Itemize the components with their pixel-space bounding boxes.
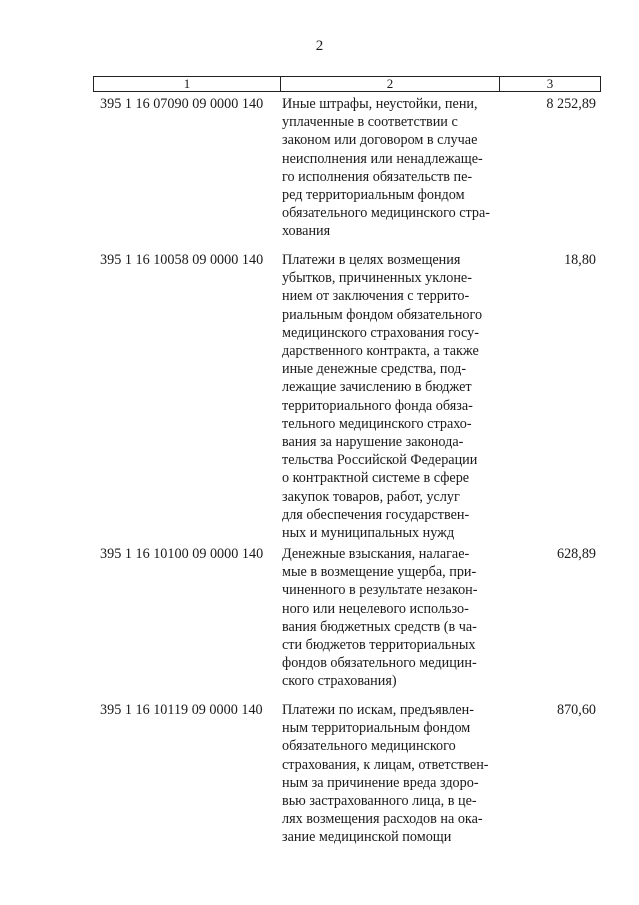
description-line: Платежи в целях возмещения bbox=[282, 252, 461, 268]
column-header-1: 1 bbox=[94, 77, 281, 91]
description-line: ского страхования) bbox=[282, 673, 397, 690]
description-line: сти бюджетов территориальных bbox=[282, 637, 476, 654]
description-line: риальным фондом обязательного bbox=[282, 306, 483, 323]
description-line: уплаченные в соответствии с bbox=[282, 114, 458, 131]
income-description bbox=[282, 95, 510, 241]
description-line: нием от заключения с террито- bbox=[282, 288, 470, 305]
income-description bbox=[282, 251, 510, 542]
description-line: закупок товаров, работ, услуг bbox=[282, 488, 460, 505]
description-line: страхования, к лицам, ответствен- bbox=[282, 756, 489, 773]
income-code: 395 1 16 10119 09 0000 140 bbox=[100, 702, 263, 718]
page-number: 2 bbox=[315, 38, 324, 54]
income-code: 395 1 16 07090 09 0000 140 bbox=[100, 96, 264, 112]
description-line: для обеспечения государствен- bbox=[282, 506, 470, 523]
income-description bbox=[282, 701, 510, 847]
description-line: ред территориальным фондом bbox=[282, 187, 465, 204]
table-header-row bbox=[93, 76, 601, 92]
income-code: 395 1 16 10100 09 0000 140 bbox=[100, 546, 264, 562]
description-line: мые в возмещение ущерба, при- bbox=[282, 564, 477, 581]
description-line: лежащие зачислению в бюджет bbox=[282, 379, 472, 396]
description-line: Денежные взыскания, налагае- bbox=[282, 546, 470, 562]
column-header-2: 2 bbox=[281, 77, 500, 91]
description-line: тельного медицинского страхо- bbox=[282, 415, 472, 432]
description-line: чиненного в результате незакон- bbox=[282, 582, 478, 599]
description-line: ного или нецелевого использо- bbox=[282, 600, 469, 617]
column-header-3: 3 bbox=[546, 76, 554, 91]
income-code: 395 1 16 10058 09 0000 140 bbox=[100, 252, 264, 268]
description-line: лях возмещения расходов на ока- bbox=[282, 811, 483, 828]
description-line: фондов обязательного медицин- bbox=[282, 655, 477, 672]
description-line: ным территориальным фондом bbox=[282, 720, 471, 737]
description-line: зание медицинской помощи bbox=[282, 829, 452, 846]
income-description bbox=[282, 545, 510, 691]
description-line: о контрактной системе в сфере bbox=[282, 470, 470, 487]
income-amount: 8 252,89 bbox=[546, 96, 596, 112]
description-line: вания бюджетных средств (в ча- bbox=[282, 618, 477, 635]
description-line: хования bbox=[282, 223, 331, 240]
description-line: неисполнения или ненадлежаще- bbox=[282, 150, 483, 167]
income-amount: 628,89 bbox=[556, 546, 596, 562]
description-line: Иные штрафы, неустойки, пени, bbox=[282, 96, 478, 112]
description-line: тельства Российской Федерации bbox=[282, 452, 478, 469]
description-line: вания за нарушение законода- bbox=[282, 434, 464, 451]
description-line: иные денежные средства, под- bbox=[282, 361, 467, 378]
description-line: медицинского страхования госу- bbox=[282, 324, 479, 341]
description-line: территориального фонда обяза- bbox=[282, 397, 473, 414]
description-line: го исполнения обязательств пе- bbox=[282, 168, 473, 185]
income-amount: 870,60 bbox=[556, 702, 596, 718]
description-line: Платежи по искам, предъявлен- bbox=[282, 702, 474, 718]
description-line: законом или договором в случае bbox=[282, 132, 478, 149]
description-line: вью застрахованного лица, в це- bbox=[282, 793, 477, 810]
description-line: ных и муниципальных нужд bbox=[282, 525, 455, 542]
description-line: дарственного контракта, а также bbox=[282, 343, 479, 360]
description-line: обязательного медицинского bbox=[282, 738, 456, 755]
income-amount: 18,80 bbox=[564, 252, 596, 268]
description-line: обязательного медицинского стра- bbox=[282, 205, 490, 222]
description-line: ным за причинение вреда здоро- bbox=[282, 774, 479, 791]
description-line: убытков, причиненных уклоне- bbox=[282, 270, 472, 287]
